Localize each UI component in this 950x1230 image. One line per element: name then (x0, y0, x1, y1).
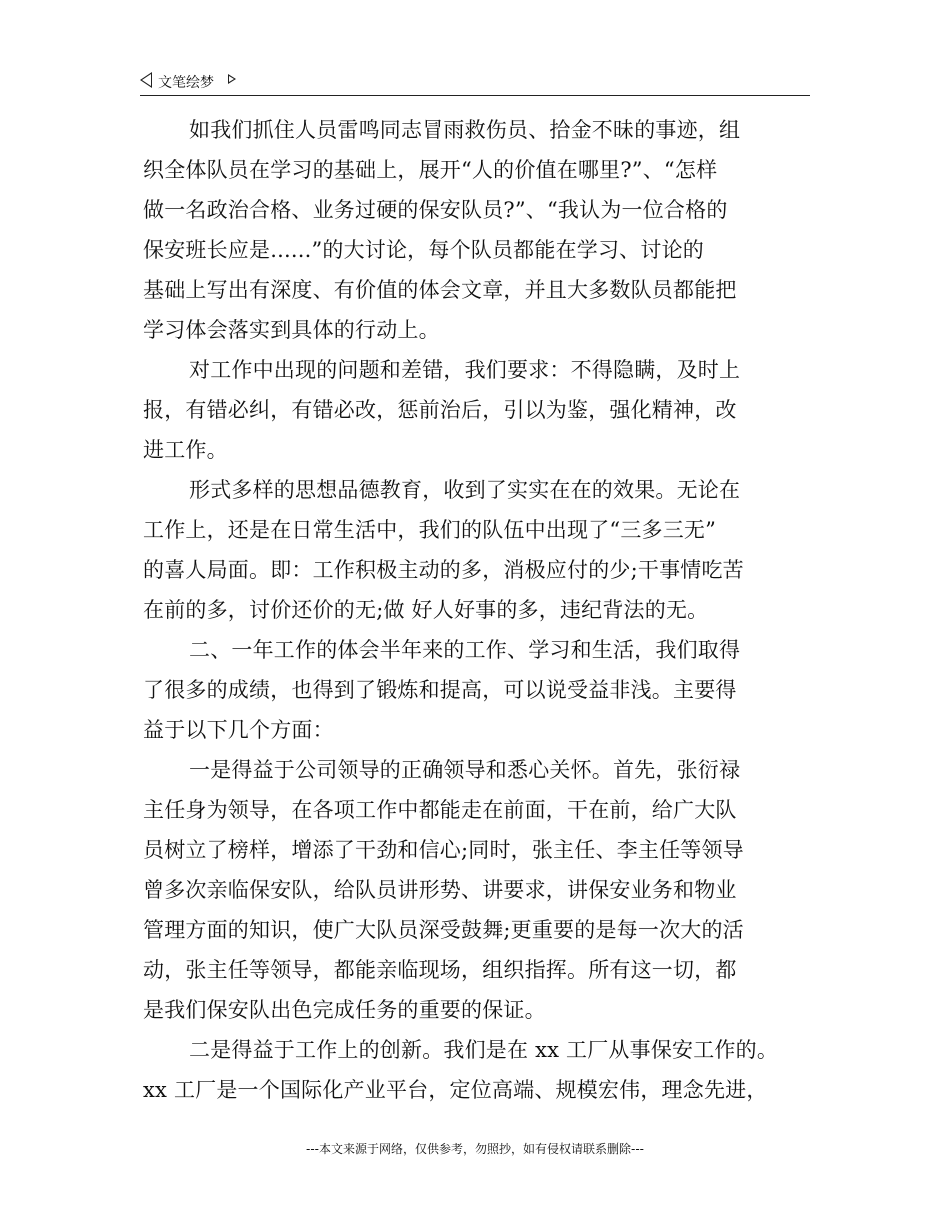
text-line: 二是得益于工作上的创新。我们是在 xx 工厂从事保安工作的。 (189, 1038, 779, 1062)
text-line: 形式多样的思想品德教育，收到了实实在在的效果。无论在 (189, 478, 741, 502)
text-line: 的喜人局面。即：工作积极主动的多，消极应付的少;干事情吃苦 (143, 558, 744, 582)
text-line: 一是得益于公司领导的正确领导和悉心关怀。首先，张衍禄 (189, 758, 741, 782)
document-body (143, 110, 815, 1110)
text-line: 如我们抓住人员雷鸣同志冒雨救伤员、拾金不昧的事迹，组 (189, 118, 741, 142)
text-line: 在前的多，讨价还价的无;做 好人好事的多，违纪背法的无。 (143, 598, 709, 622)
text-line: 是我们保安队出色完成任务的重要的保证。 (143, 998, 546, 1022)
text-line: 管理方面的知识，使广大队员深受鼓舞;更重要的是每一次大的活 (143, 918, 744, 942)
text-line: 进工作。 (143, 438, 228, 462)
text-line: 报，有错必纠，有错必改，惩前治后，引以为鉴，强化精神，改 (143, 398, 737, 422)
text-line: 学习体会落实到具体的行动上。 (143, 318, 440, 342)
text-line: 做一名政治合格、业务过硬的保安队员?”、“我认为一位合格的 (143, 198, 728, 222)
triangle-left-icon (140, 72, 152, 88)
text-line: 员树立了榜样，增添了干劲和信心;同时，张主任、李主任等领导 (143, 838, 744, 862)
page-footer: ---本文来源于网络，仅供参考，勿照抄，如有侵权请联系删除--- (306, 1142, 644, 1156)
text-line: 了很多的成绩，也得到了锻炼和提高，可以说受益非浅。主要得 (143, 678, 737, 702)
text-line: 织全体队员在学习的基础上，展开“人的价值在哪里?”、“怎样 (143, 158, 718, 182)
triangle-right-icon (228, 74, 236, 84)
text-line: 曾多次亲临保安队，给队员讲形势、讲要求，讲保安业务和物业 (143, 878, 737, 902)
page-header (140, 70, 810, 96)
text-line: 动，张主任等领导，都能亲临现场，组织指挥。所有这一切，都 (143, 958, 737, 982)
text-line: 对工作中出现的问题和差错，我们要求：不得隐瞒，及时上 (189, 358, 741, 382)
text-line: 二、一年工作的体会半年来的工作、学习和生活，我们取得 (189, 638, 741, 662)
text-line: 基础上写出有深度、有价值的体会文章，并且大多数队员都能把 (143, 278, 737, 302)
text-line: 保安班长应是......”的大讨论，每个队员都能在学习、讨论的 (143, 238, 704, 262)
header-divider (140, 95, 810, 96)
text-line: xx 工厂是一个国际化产业平台，定位高端、规模宏伟，理念先进， (143, 1078, 768, 1102)
text-line: 主任身为领导，在各项工作中都能走在前面，干在前，给广大队 (143, 798, 737, 822)
text-line: 益于以下几个方面： (143, 718, 334, 742)
text-line: 工作上，还是在日常生活中，我们的队伍中出现了“三多三无” (143, 518, 717, 542)
header-brand: 文笔绘梦 (158, 75, 214, 91)
